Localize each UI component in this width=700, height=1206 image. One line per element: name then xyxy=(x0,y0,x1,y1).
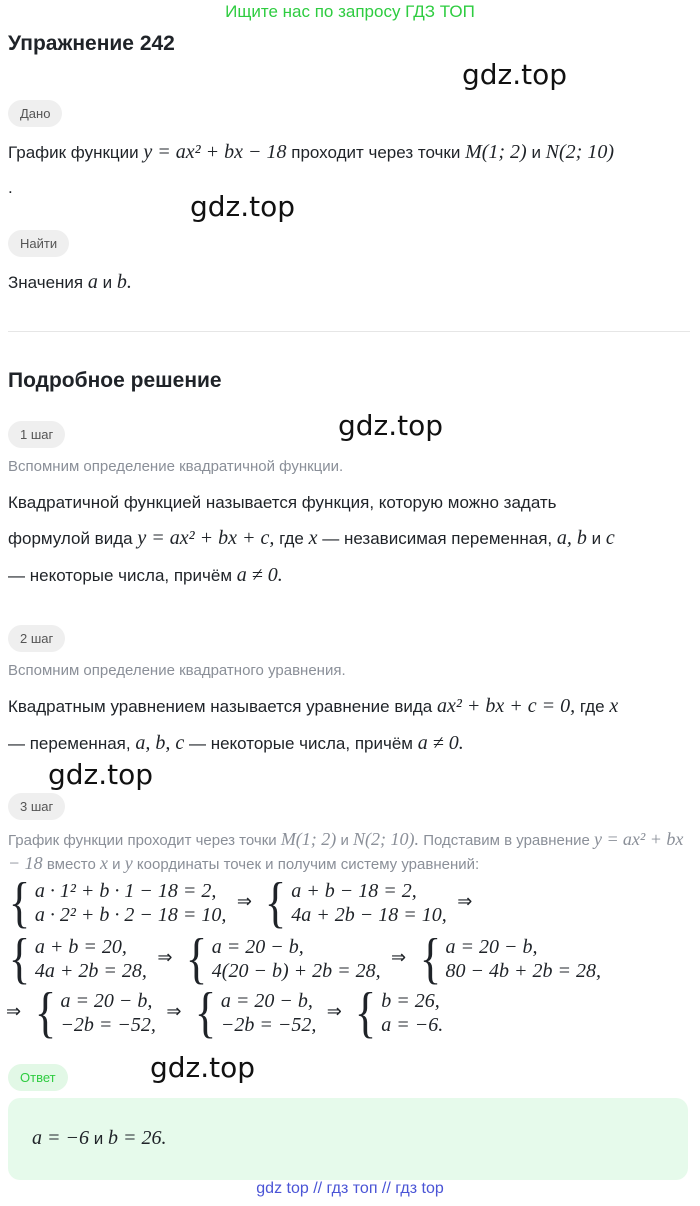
step-1-line-1: Квадратичной функцией называется функция, которую можно задать xyxy=(8,493,557,512)
brace: { xyxy=(265,872,287,934)
watermark: gdz.top xyxy=(462,58,568,91)
step-2-line-1: Квадратным уравнением называется уравнение вида ax² + bx + c = 0, где x xyxy=(8,695,619,717)
answer-label: Ответ xyxy=(8,1064,68,1091)
brace: { xyxy=(8,928,31,990)
step-1-line-2: формулой вида y = ax² + bx + c, где x — независимая переменная, a, b и c xyxy=(8,527,615,549)
given-dot: . xyxy=(8,178,13,197)
equation-system: { b = 26, a = −6. xyxy=(355,982,444,1044)
step-3-label: 3 шаг xyxy=(8,793,65,820)
top-banner[interactable]: Ищите нас по запросу ГДЗ ТОП xyxy=(225,2,475,21)
step-2-label: 2 шаг xyxy=(8,625,65,652)
step-2-line-2: — переменная, a, b, c — некоторые числа, причём a ≠ 0. xyxy=(8,732,464,754)
system-row-1: { a · 1² + b · 1 − 18 = 2, a · 2² + b · 2 − 18 = 10, ⇒ { a + b − 18 = 2, 4a + 2b − 18 = 10, ⇒ xyxy=(6,878,478,928)
equation-system: { a = 20 − b, 80 − 4b + 2b = 28, xyxy=(419,928,601,990)
watermark: gdz.top xyxy=(150,1051,256,1084)
brace: { xyxy=(355,982,377,1044)
given-text: График функции y = ax² + bx − 18 проходит через точки M(1; 2) и N(2; 10) xyxy=(8,141,614,163)
step-1-hint: Вспомним определение квадратичной функции. xyxy=(8,458,344,475)
equation-system: { a + b = 20, 4a + 2b = 28, xyxy=(8,928,147,990)
equation-system: { a = 20 − b, −2b = −52, xyxy=(34,982,156,1044)
watermark: gdz.top xyxy=(338,409,444,442)
brace: { xyxy=(419,928,441,990)
answer-text: a = −6 и b = 26. xyxy=(32,1127,167,1149)
watermark: gdz.top xyxy=(48,758,154,791)
equation-system: { a · 1² + b · 1 − 18 = 2, a · 2² + b · 2 − 18 = 10, xyxy=(8,872,227,934)
step-1-line-3: — некоторые числа, причём a ≠ 0. xyxy=(8,564,283,586)
footer-links[interactable]: gdz top // гдз топ // гдз top xyxy=(256,1180,444,1197)
system-row-3: ⇒ { a = 20 − b, −2b = −52, ⇒ { a = 20 − b, −2b = −52, ⇒ { b = 26, a = −6. xyxy=(6,982,444,1044)
system-row-2: { a + b = 20, 4a + 2b = 28, ⇒ { a = 20 − b, 4(20 − b) + 2b = 28, ⇒ { a = 20 − b, 80 − 4b + 2b = 28, xyxy=(6,934,601,984)
page-title: Упражнение 242 xyxy=(8,32,175,55)
given-label: Дано xyxy=(8,100,62,127)
equation-system: { a = 20 − b, −2b = −52, xyxy=(194,982,317,1044)
brace: { xyxy=(185,928,208,990)
brace: { xyxy=(34,982,56,1044)
equation-system: { a + b − 18 = 2, 4a + 2b − 18 = 10, xyxy=(265,872,447,934)
step-1-label: 1 шаг xyxy=(8,421,65,448)
brace: { xyxy=(194,982,217,1044)
watermark: gdz.top xyxy=(190,190,296,223)
brace: { xyxy=(8,872,31,934)
find-label: Найти xyxy=(8,230,69,257)
equation-system: { a = 20 − b, 4(20 − b) + 2b = 28, xyxy=(185,928,381,990)
solution-title: Подробное решение xyxy=(8,369,222,392)
divider xyxy=(8,331,690,332)
find-text: Значения a и b. xyxy=(8,271,132,293)
step-2-hint: Вспомним определение квадратного уравнения. xyxy=(8,662,346,679)
step-3-hint: График функции проходит через точки M(1; 2) и N(2; 10). Подставим в уравнение y = ax² + bx − 18 вместо x и y координаты точек и получим систему уравнений: xyxy=(8,829,684,873)
